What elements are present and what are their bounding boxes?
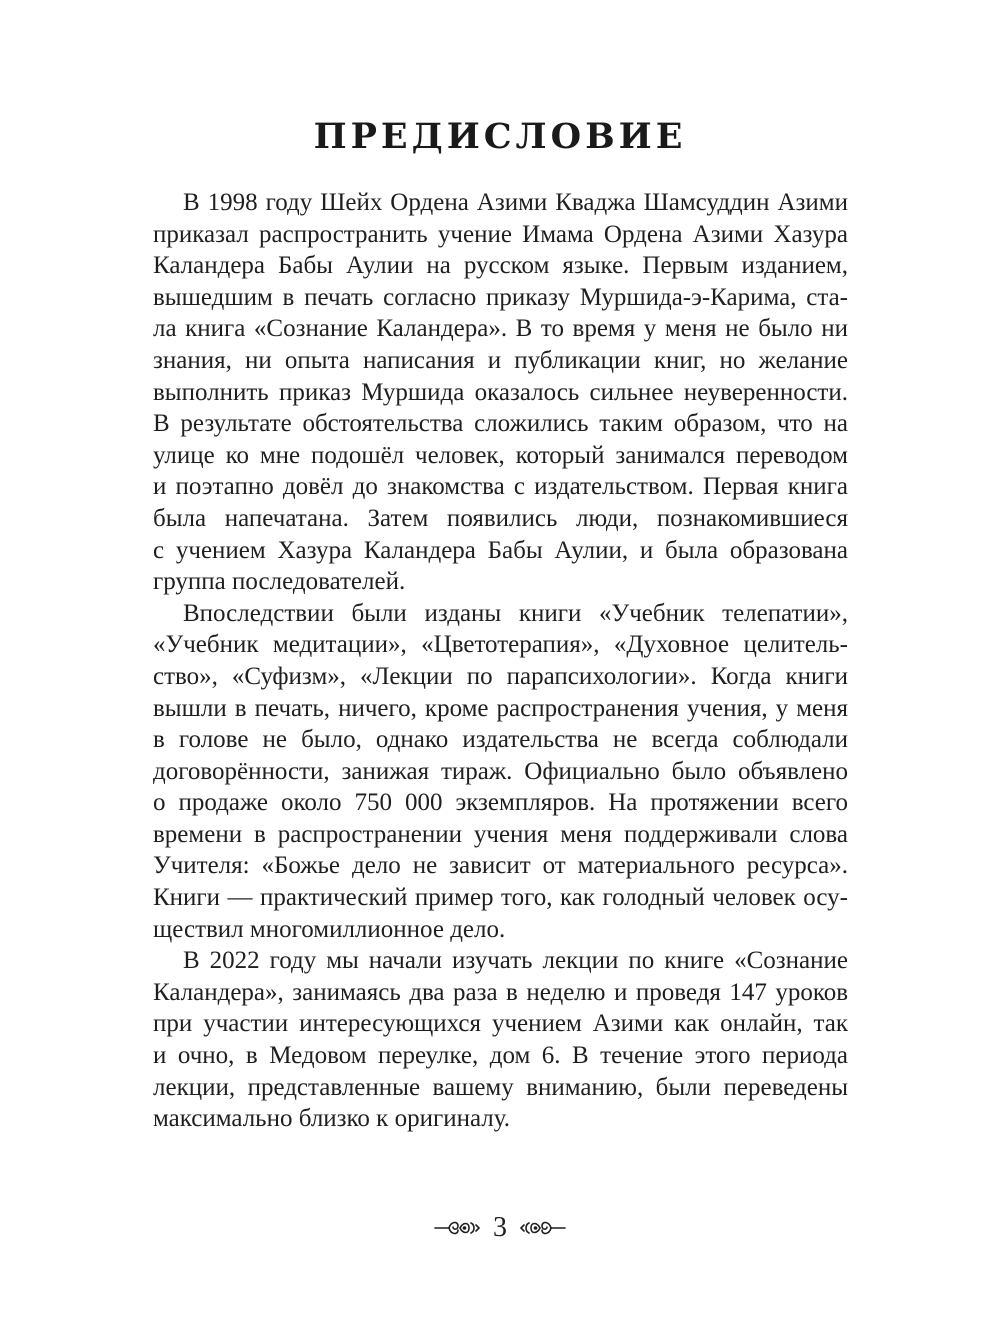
text-line: ществил многомиллионное дело.	[153, 915, 506, 943]
text-line: вышли в печать, ничего, кроме распространения учения, у меня	[153, 694, 848, 722]
text-line: выполнить приказ Муршида оказалось сильнее неуверенности.	[153, 378, 848, 406]
page-footer	[0, 1213, 1000, 1243]
text-line: договорённости, занижая тираж. Официально было объявлено	[153, 757, 848, 785]
text-line: улице ко мне подошёл человек, который занимался переводом	[153, 441, 848, 469]
text-line: «Учебник медитации», «Цветотерапия», «Духовное целитель-	[153, 631, 848, 659]
text-line: при участии интересующихся учением Азими как онлайн, так	[153, 1010, 848, 1038]
page-number: 3	[493, 1212, 507, 1243]
text-line: приказал распространить учение Имама Ордена Азими Хазура	[153, 220, 848, 248]
text-line: и поэтапно довёл до знакомства с издательством. Первая книга	[153, 473, 848, 501]
paragraph-1	[153, 187, 848, 598]
text-line: в голове не было, однако издательства не всегда соблюдали	[153, 726, 848, 754]
preface-text	[153, 187, 848, 1135]
text-line: вышедшим в печать согласно приказу Муршида-э-Карима, ста-	[153, 283, 848, 311]
text-line: и очно, в Медовом переулке, дом 6. В течение этого периода	[153, 1042, 848, 1070]
paragraph-3	[153, 945, 848, 1135]
text-line: В результате обстоятельства сложились таким образом, что на	[153, 410, 848, 438]
text-line: знания, ни опыта написания и публикации книг, но желание	[153, 346, 848, 374]
page-title: ПРЕДИСЛОВИЕ	[313, 116, 687, 157]
text-line: была напечатана. Затем появились люди, познакомившиеся	[153, 504, 848, 532]
text-line: о продаже около 750 000 экземпляров. На протяжении всего	[153, 789, 848, 817]
text-line: с учением Хазура Каландера Бабы Аулии, и была образована	[153, 536, 848, 564]
text-line: Каландера Бабы Аулии на русском языке. Первым изданием,	[153, 252, 848, 280]
text-line: ство», «Суфизм», «Лекции по парапсихологии». Когда книги	[153, 662, 848, 690]
text-line: ла книга «Сознание Каландера». В то время у меня не было ни	[153, 315, 848, 343]
text-line: Книги — практический пример того, как голодный человек осу-	[153, 884, 848, 912]
fleuron-icon	[519, 1216, 567, 1240]
paragraph-2	[153, 598, 848, 946]
text-line: времени в распространении учения меня поддерживали слова	[153, 820, 848, 848]
text-line: Впоследствии были изданы книги «Учебник телепатии»,	[183, 599, 848, 627]
text-line: лекции, представленные вашему вниманию, были переведены	[153, 1073, 848, 1101]
text-line: Учителя: «Божье дело не зависит от материального ресурса».	[153, 852, 848, 880]
text-line: группа последователей.	[153, 568, 406, 596]
text-line: максимально близко к оригиналу.	[153, 1105, 510, 1133]
text-line: В 1998 году Шейх Ордена Азими Кваджа Шамсуддин Азими	[183, 189, 848, 216]
text-line: В 2022 году мы начали изучать лекции по книге «Сознание	[183, 947, 848, 975]
text-line: Каландера», занимаясь два раза в неделю и проведя 147 уроков	[153, 978, 848, 1006]
fleuron-icon	[433, 1216, 481, 1240]
